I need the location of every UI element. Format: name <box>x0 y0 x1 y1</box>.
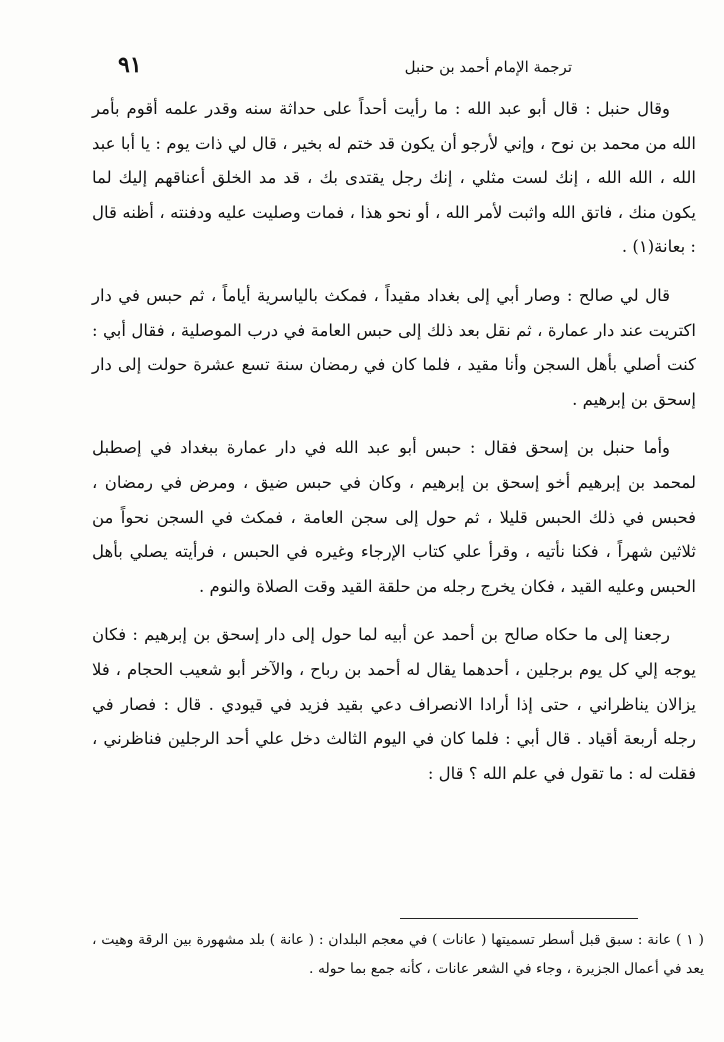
paragraph: رجعنا إلى ما حكاه صالح بن أحمد عن أبيه لما حول إلى دار إسحق بن إبرهيم : فكان يوجه إلي كل يوم برجلين ، أحدهما يقال له أحمد بن رباح ، والآخر أبو شعيب الحجام ، فلا يزالان يناظراني ، حتى إذا أرادا الانصراف دعي بقيد فزيد في قيودي . قال : فصار في رجله أربعة أقياد . قال أبي : فلما كان في اليوم الثالث دخل علي أحد الرجلين فناظرني ، فقلت له : ما تقول في علم الله ؟ قال : <box>92 625 696 783</box>
main-text <box>92 92 696 803</box>
footnote-text: ( ١ ) عانة : سبق قبل أسطر تسميتها ( عانات ) في معجم البلدان : ( عانة ) بلد مشهورة بين الرقة وهيت ، يعد في أعمال الجزيرة ، وجاء في الشعر عانات ، كأنه جمع بما حوله . <box>92 932 704 977</box>
running-title: ترجمة الإمام أحمد بن حنبل <box>404 58 572 76</box>
page-header <box>90 52 690 82</box>
paragraph: وقال حنبل : قال أبو عبد الله : ما رأيت أحداً على حداثة سنه وقدر علمه أقوم بأمر الله من محمد بن نوح ، وإني لأرجو أن يكون قد ختم له بخير ، قال لي ذات يوم : يا أبا عبد الله ، الله الله ، إنك لست مثلي ، إنك رجل يقتدى بك ، قد مد الخلق أعناقهم إليك لما يكون منك ، فاتق الله واثبت لأمر الله ، أو نحو هذا ، فمات وصليت عليه ودفنته ، أظنه قال : بعانة(١) . <box>92 99 696 257</box>
paragraph: وأما حنبل بن إسحق فقال : حبس أبو عبد الله في دار عمارة ببغداد في إصطبل لمحمد بن إبرهيم أخو إسحق بن إبرهيم ، وكان في حبس ضيق ، ومرض في رمضان ، فحبس في ذلك الحبس قليلا ، ثم حول إلى سجن العامة ، فمكث في السجن نحواً من ثلاثين شهراً ، فكنا نأتيه ، وقرأ علي كتاب الإرجاء وغيره في الحبس ، فرأيته يصلي بأهل الحبس وعليه القيد ، فكان يخرج رجله من حلقة القيد وقت الصلاة والنوم . <box>92 438 696 596</box>
footnote-divider <box>400 918 638 919</box>
footnote <box>92 926 704 984</box>
paragraph: قال لي صالح : وصار أبي إلى بغداد مقيداً ، فمكث بالياسرية أياماً ، ثم حبس في دار اكتريت عند دار عمارة ، ثم نقل بعد ذلك إلى حبس العامة في درب الموصلية ، فقال أبي : كنت أصلي بأهل السجن وأنا مقيد ، فلما كان في رمضان سنة تسع عشرة حولت إلى دار إسحق بن إبرهيم . <box>92 285 696 409</box>
page-number: ٩١ <box>118 52 142 78</box>
